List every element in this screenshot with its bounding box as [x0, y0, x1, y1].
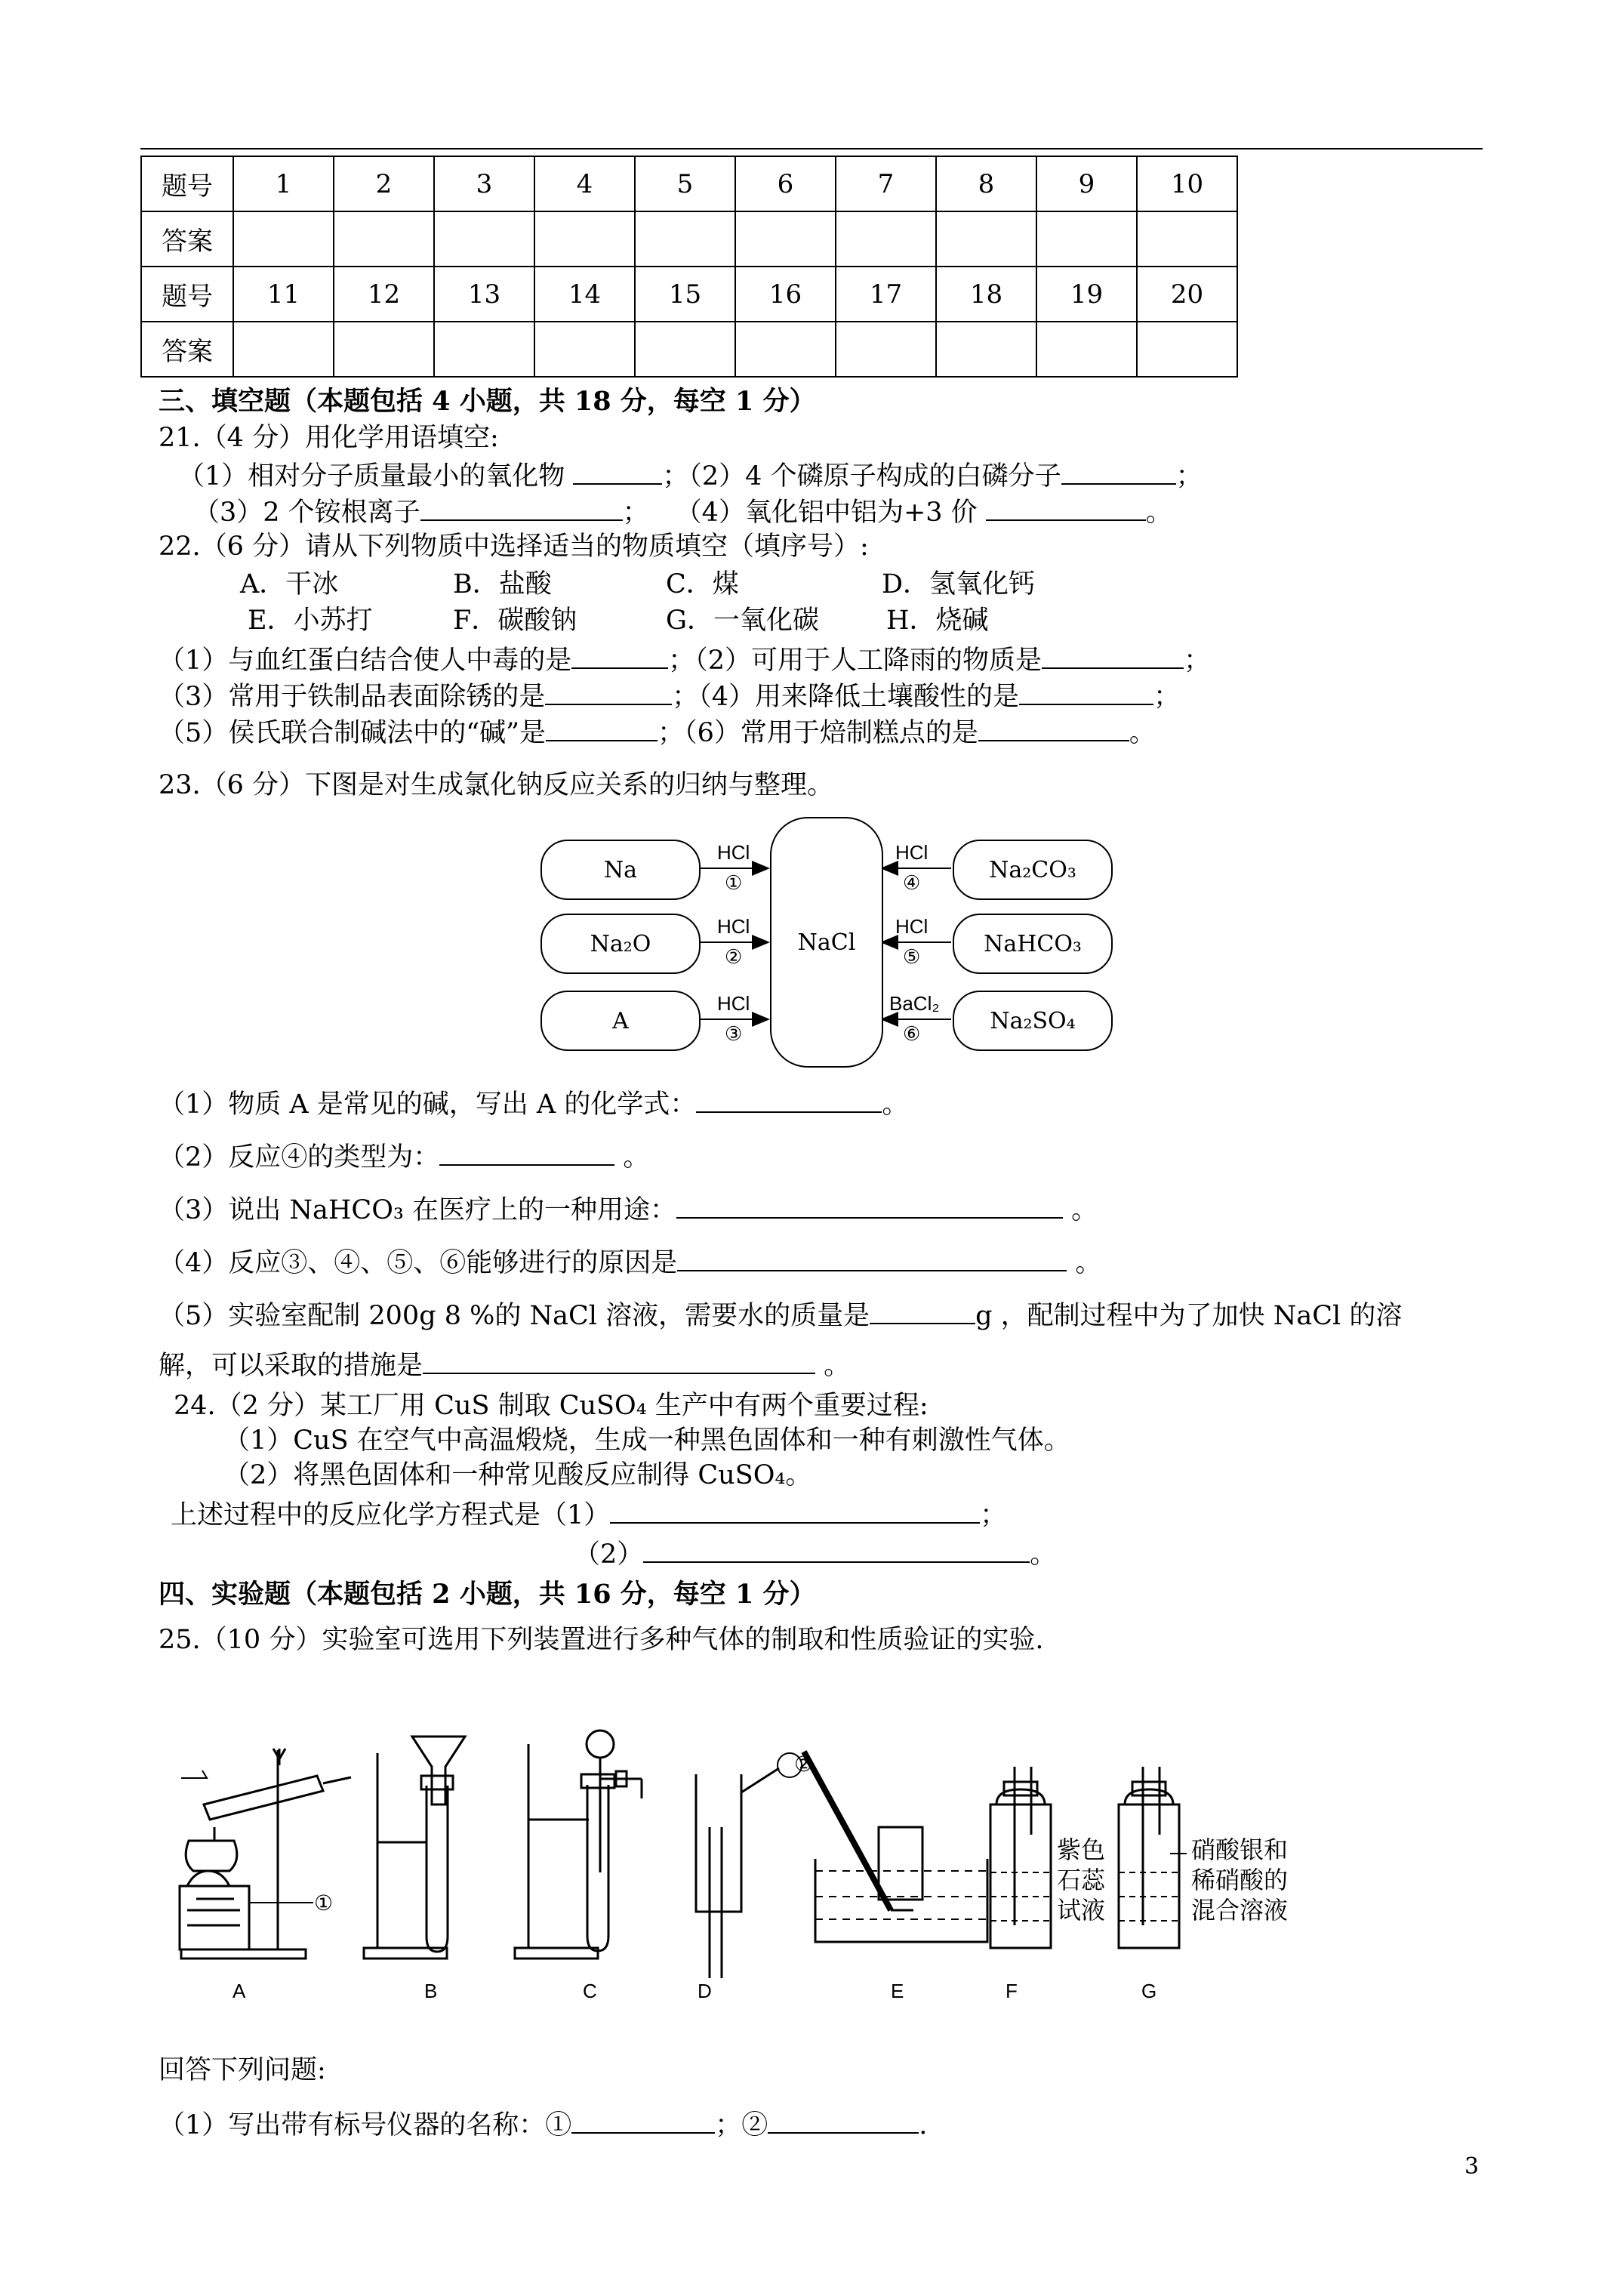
table-cell: 2	[334, 156, 434, 211]
question-title: 24.（2 分）某工厂用 CuS 制取 CuSO₄ 生产中有两个重要过程:	[174, 1391, 929, 1421]
answer-cell[interactable]	[1137, 211, 1237, 267]
table-cell: 6	[735, 156, 836, 211]
reagent-label: HCl	[717, 841, 750, 864]
question-line	[574, 1536, 1056, 1571]
table-cell: 18	[936, 267, 1036, 322]
text: 。	[614, 1142, 650, 1173]
mark-2: ②	[794, 1752, 814, 1777]
answer-cell[interactable]	[735, 211, 836, 267]
answer-cell[interactable]	[1036, 322, 1137, 377]
blank[interactable]	[677, 1244, 1067, 1271]
apparatus-label: B	[424, 1980, 438, 2002]
text: 硝酸银和	[1191, 1836, 1289, 1863]
reagent-label: HCl	[895, 841, 929, 864]
table-cell: 8	[936, 156, 1036, 211]
text: （4）反应③、④、⑤、⑥能够进行的原因是	[159, 1248, 678, 1278]
apparatus-b	[364, 1737, 465, 1959]
blank[interactable]	[571, 2106, 715, 2134]
option: B．盐酸	[453, 569, 552, 599]
table-cell: 11	[233, 267, 334, 322]
answer-table	[140, 156, 1238, 378]
answer-cell[interactable]	[334, 322, 434, 377]
apparatus-label: D	[698, 1980, 712, 2002]
text: （2）	[574, 1539, 644, 1570]
text: （2）反应④的类型为：	[159, 1142, 440, 1173]
blank[interactable]	[571, 642, 668, 669]
page-number: 3	[1464, 2153, 1480, 2180]
table-cell: 10	[1137, 156, 1237, 211]
text: （3）2 个铵根离子	[193, 498, 420, 528]
apparatus-a	[180, 1749, 351, 1959]
table-cell: 1	[233, 156, 334, 211]
question-line	[193, 494, 1172, 529]
silver-nitrate-label	[1191, 1835, 1288, 1925]
apparatus-c	[515, 1730, 642, 1959]
table-cell: 17	[836, 267, 936, 322]
blank[interactable]	[986, 494, 1146, 521]
blank[interactable]	[439, 1139, 614, 1166]
answer-cell[interactable]	[836, 322, 936, 377]
text: ；（2）可用于人工降雨的物质是	[668, 646, 1042, 676]
reagent-label: BaCl₂	[889, 992, 940, 1015]
apparatus-d	[696, 1753, 802, 1978]
text: （1）与血红蛋白结合使人中毒的是	[159, 646, 572, 676]
apparatus-label: C	[583, 1980, 597, 2002]
blank[interactable]	[1019, 678, 1153, 705]
text: （3）说出 NaHCO₃ 在医疗上的一种用途：	[159, 1195, 677, 1225]
question-line: （1）CuS 在空气中高温煅烧，生成一种黑色固体和一种有刺激性气体。	[223, 1425, 1070, 1456]
table-cell: 3	[434, 156, 534, 211]
reaction-number: ③	[725, 1022, 743, 1045]
table-row	[141, 156, 1237, 211]
answer-cell[interactable]	[936, 211, 1036, 267]
option-row	[248, 604, 989, 637]
apparatus-g	[1119, 1767, 1187, 1948]
table-cell: 13	[434, 267, 534, 322]
answer-cell[interactable]	[836, 211, 936, 267]
text: 。	[1145, 498, 1172, 528]
text: ；	[1175, 461, 1203, 492]
apparatus-figure	[166, 1721, 1344, 2016]
option: D．氢氧化钙	[882, 569, 1036, 599]
table-cell: 9	[1036, 156, 1137, 211]
blank[interactable]	[1061, 458, 1176, 485]
question-line	[159, 714, 1156, 750]
blank[interactable]	[545, 678, 672, 705]
table-cell: 7	[836, 156, 936, 211]
text: g ，配制过程中为了加快 NaCl 的溶	[975, 1301, 1403, 1331]
apparatus-label: G	[1141, 1980, 1157, 2002]
table-row	[141, 211, 1237, 267]
reaction-number: ②	[725, 945, 743, 968]
blank[interactable]	[420, 494, 623, 521]
question-line	[159, 2106, 927, 2142]
blank[interactable]	[643, 1536, 1030, 1563]
reagent-label: HCl	[717, 915, 750, 938]
text: 。	[1063, 1195, 1098, 1225]
question-line	[159, 1086, 908, 1121]
question-line	[159, 1347, 850, 1382]
reagent-label: HCl	[895, 915, 929, 938]
table-cell: 20	[1137, 267, 1237, 322]
text: （3）常用于铁制品表面除锈的是	[159, 682, 546, 712]
table-cell: 14	[534, 267, 635, 322]
reaction-diagram	[528, 815, 1117, 1072]
question-line	[159, 642, 1210, 677]
option-row	[240, 568, 1035, 601]
text: ； （4）氧化铝中铝为+3 价	[622, 498, 986, 528]
text: （1）写出带有标号仪器的名称：①	[159, 2110, 572, 2140]
answer-cell[interactable]	[635, 322, 735, 377]
option: G．一氧化碳	[666, 606, 819, 636]
reactant-box: Na₂CO₃	[953, 840, 1113, 900]
text: 石蕊	[1057, 1866, 1106, 1894]
question-line	[159, 678, 1180, 713]
reaction-number: ⑥	[903, 1022, 921, 1045]
question-line	[159, 1191, 1098, 1227]
text: （5）侯氏联合制碱法中的“碱”是	[159, 718, 547, 748]
top-rule	[140, 148, 1483, 149]
text: ；（4）用来降低土壤酸性的是	[672, 682, 1020, 712]
blank[interactable]	[546, 714, 658, 741]
blank[interactable]	[696, 1086, 882, 1113]
text: （1）物质 A 是常见的碱，写出 A 的化学式：	[159, 1089, 697, 1120]
reagent-label: HCl	[717, 992, 750, 1015]
text: 。	[1067, 1248, 1102, 1278]
question-line	[171, 1496, 1006, 1532]
question-line: （2）将黑色固体和一种常见酸反应制得 CuSO₄。	[223, 1460, 812, 1490]
blank[interactable]	[978, 714, 1129, 741]
reactant-box: Na	[540, 840, 701, 900]
reactant-box: Na₂SO₄	[953, 991, 1113, 1051]
option: E．小苏打	[248, 606, 373, 636]
text: 试液	[1057, 1897, 1106, 1924]
text: 混合溶液	[1191, 1897, 1289, 1924]
center-box: NaCl	[770, 817, 883, 1068]
text: .	[919, 2110, 928, 2140]
option: C．煤	[666, 569, 739, 599]
table-cell: 16	[735, 267, 836, 322]
question-line: 回答下列问题:	[159, 2055, 326, 2085]
text: 上述过程中的反应化学方程式是（1）	[171, 1500, 611, 1530]
text: 。	[882, 1089, 909, 1120]
answer-cell[interactable]	[334, 211, 434, 267]
question-line	[159, 1139, 649, 1174]
reactant-box: A	[540, 991, 701, 1051]
text: 。	[815, 1351, 851, 1381]
reaction-number: ⑤	[903, 945, 921, 968]
apparatus-label: E	[891, 1980, 904, 2002]
apparatus-label: F	[1006, 1980, 1018, 2002]
question-title: 21.（4 分）用化学用语填空:	[159, 423, 499, 453]
question-line	[178, 458, 1203, 493]
blank[interactable]	[870, 1297, 975, 1324]
text: ；	[980, 1500, 1007, 1530]
answer-cell[interactable]	[233, 211, 334, 267]
blank[interactable]	[768, 2106, 919, 2134]
question-title: 22.（6 分）请从下列物质中选择适当的物质填空（填序号）:	[159, 532, 869, 562]
reactant-box: Na₂O	[540, 914, 701, 974]
table-cell: 题号	[141, 267, 233, 322]
apparatus-e	[804, 1752, 987, 1942]
text: ；	[1184, 646, 1211, 676]
question-line	[159, 1244, 1101, 1280]
answer-cell[interactable]	[233, 322, 334, 377]
answer-cell[interactable]	[534, 211, 635, 267]
mark-1: ①	[314, 1891, 334, 1915]
table-row	[141, 267, 1237, 322]
blank[interactable]	[1042, 642, 1184, 669]
text: 紫色	[1057, 1836, 1106, 1863]
text: ；（6）常用于焙制糕点的是	[658, 718, 978, 748]
question-title: 23.（6 分）下图是对生成氯化钠反应关系的归纳与整理。	[159, 770, 834, 800]
table-cell: 19	[1036, 267, 1137, 322]
option: H．烧碱	[886, 606, 989, 636]
text: ；	[1153, 682, 1181, 712]
table-cell: 答案	[141, 322, 233, 377]
answer-cell[interactable]	[936, 322, 1036, 377]
answer-cell[interactable]	[434, 322, 534, 377]
table-cell: 5	[635, 156, 735, 211]
table-cell: 答案	[141, 211, 233, 267]
reaction-number: ①	[725, 871, 743, 894]
answer-cell[interactable]	[434, 211, 534, 267]
text: 。	[1030, 1539, 1057, 1570]
section-heading: 三、填空题（本题包括 4 小题，共 18 分，每空 1 分）	[159, 386, 816, 417]
table-cell: 15	[635, 267, 735, 322]
blank[interactable]	[676, 1191, 1063, 1219]
answer-cell[interactable]	[635, 211, 735, 267]
question-title: 25.（10 分）实验室可选用下列装置进行多种气体的制取和性质验证的实验.	[159, 1625, 1044, 1655]
table-cell: 题号	[141, 156, 233, 211]
reaction-number: ④	[903, 871, 921, 894]
option: A．干冰	[240, 569, 339, 599]
answer-cell[interactable]	[534, 322, 635, 377]
answer-cell[interactable]	[735, 322, 836, 377]
blank[interactable]	[573, 458, 662, 485]
apparatus-drawing	[166, 1721, 1344, 2016]
text: 解，可以采取的措施是	[159, 1351, 423, 1381]
answer-cell[interactable]	[1137, 322, 1237, 377]
litmus-label	[1057, 1835, 1105, 1925]
text: ；（2）4 个磷原子构成的白磷分子	[662, 461, 1061, 492]
text: ；②	[715, 2110, 768, 2140]
text: 稀硝酸的	[1191, 1866, 1289, 1894]
text: 。	[1129, 718, 1156, 748]
blank[interactable]	[423, 1347, 815, 1374]
reactant-box: NaHCO₃	[953, 914, 1113, 974]
table-cell: 12	[334, 267, 434, 322]
option: F．碳酸钠	[453, 606, 577, 636]
table-cell: 4	[534, 156, 635, 211]
blank[interactable]	[610, 1496, 980, 1524]
question-line	[159, 1297, 1402, 1333]
answer-cell[interactable]	[1036, 211, 1137, 267]
table-row	[141, 322, 1237, 377]
text: （1）相对分子质量最小的氧化物	[178, 461, 574, 492]
apparatus-f	[990, 1767, 1051, 1948]
apparatus-label: A	[233, 1980, 246, 2002]
section-heading: 四、实验题（本题包括 2 小题，共 16 分，每空 1 分）	[159, 1579, 816, 1610]
text: （5）实验室配制 200g 8 %的 NaCl 溶液，需要水的质量是	[159, 1301, 870, 1331]
